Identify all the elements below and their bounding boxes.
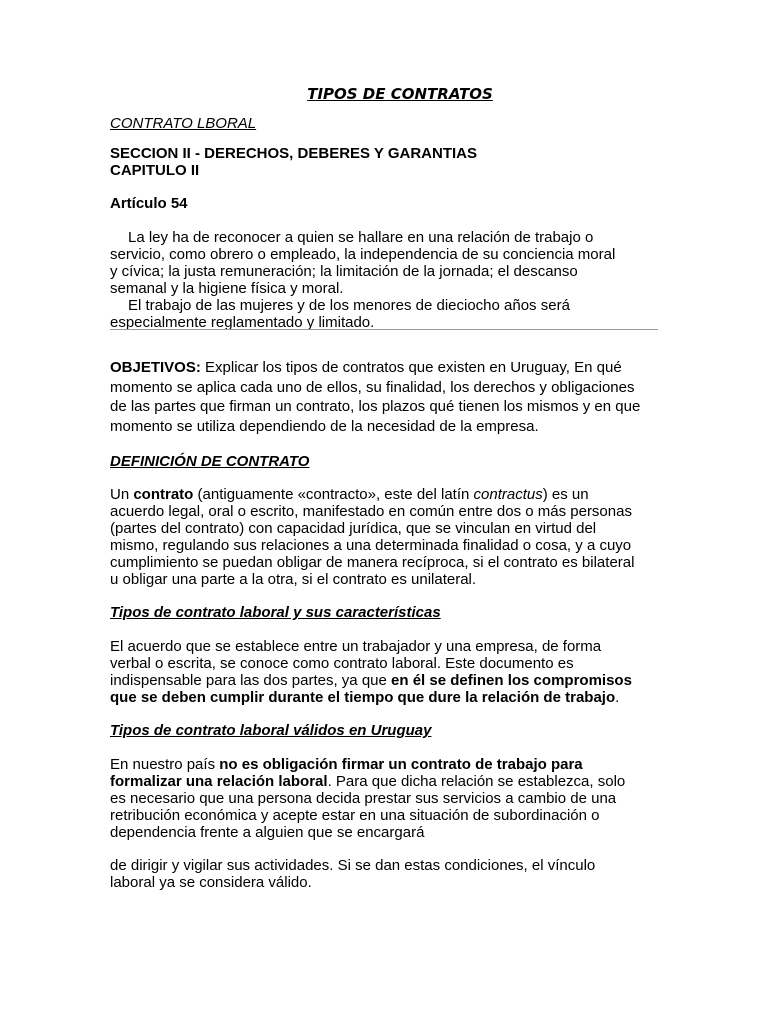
validos-text: . Para que dicha relación se establezca, solo [327, 773, 626, 790]
validos-paragraph [110, 756, 670, 841]
seccion-line-2: CAPITULO II [110, 162, 200, 179]
definicion-text: ) es un [542, 486, 589, 503]
tipos-text: indispensable para las dos partes, ya que [110, 672, 392, 689]
validos-heading: Tipos de contrato laboral válidos en Uruguay [110, 722, 432, 739]
objetivos-line: momento se utiliza dependiendo de la necesidad de la empresa. [110, 418, 539, 436]
tipos-line: verbal o escrita, se conoce como contrato laboral. Este documento es [110, 655, 574, 672]
tipos-line: El acuerdo que se establece entre un trabajador y una empresa, de forma [110, 638, 602, 655]
validos-emphasis: formalizar una relación laboral [110, 773, 328, 790]
definicion-term: contrato [133, 486, 194, 503]
tipos-paragraph [110, 638, 670, 706]
definicion-text: (antiguamente «contracto», este del latín [193, 486, 474, 503]
articulo-text [110, 229, 670, 331]
seccion-heading [110, 145, 670, 179]
definicion-text: Un [110, 486, 134, 503]
seccion-line-1: SECCION II - DERECHOS, DEBERES Y GARANTIAS [110, 145, 478, 162]
document-title: TIPOS DE CONTRATOS [307, 85, 493, 103]
objetivos-text: Explicar los tipos de contratos que existen en Uruguay, En qué [200, 359, 622, 376]
definicion-paragraph [110, 486, 670, 588]
objetivos-label: OBJETIVOS: [110, 359, 201, 376]
validos-line: retribución económica y acepte estar en una situación de subordinación o [110, 807, 600, 824]
section-heading-contrato: CONTRATO LBORAL [110, 115, 257, 132]
articulo-line: La ley ha de reconocer a quien se hallare en una relación de trabajo o [128, 229, 594, 246]
horizontal-divider [110, 329, 658, 330]
tipos-text: . [615, 689, 620, 706]
objetivos-line: de las partes que firman un contrato, los plazos qué tienen los mismos y en que [110, 398, 641, 416]
articulo-line: semanal y la higiene física y moral. [110, 280, 344, 297]
definicion-heading: DEFINICIÓN DE CONTRATO [110, 453, 310, 470]
definicion-line: acuerdo legal, oral o escrito, manifestado en común entre dos o más personas [110, 503, 632, 520]
validos-text: En nuestro país [110, 756, 220, 773]
articulo-heading: Artículo 54 [110, 195, 188, 212]
objetivos-line: momento se aplica cada uno de ellos, su finalidad, los derechos y obligaciones [110, 378, 635, 396]
articulo-line: y cívica; la justa remuneración; la limitación de la jornada; el descanso [110, 263, 578, 280]
final-line: de dirigir y vigilar sus actividades. Si se dan estas condiciones, el vínculo [110, 857, 596, 874]
final-paragraph [110, 857, 670, 891]
tipos-emphasis: que se deben cumplir durante el tiempo que dure la relación de trabajo [110, 689, 616, 706]
validos-emphasis: no es obligación firmar un contrato de trabajo para [219, 756, 583, 773]
validos-line: dependencia frente a alguien que se encargará [110, 824, 425, 841]
definicion-line: u obligar una parte a la otra, si el contrato es unilateral. [110, 571, 477, 588]
articulo-line: servicio, como obrero o empleado, la independencia de su conciencia moral [110, 246, 616, 263]
tipos-heading: Tipos de contrato laboral y sus características [110, 604, 441, 621]
final-line: laboral ya se considera válido. [110, 874, 312, 891]
definicion-line: cumplimiento se puedan obligar de manera recíproca, si el contrato es bilateral [110, 554, 635, 571]
validos-line: es necesario que una persona decida prestar sus servicios a cambio de una [110, 790, 617, 807]
definicion-latin-term: contractus [473, 486, 543, 503]
tipos-emphasis: en él se definen los compromisos [391, 672, 632, 689]
definicion-line: mismo, regulando sus relaciones a una determinada finalidad o cosa, y a cuyo [110, 537, 632, 554]
objetivos-paragraph [110, 358, 670, 437]
articulo-line: especialmente reglamentado y limitado. [110, 314, 375, 331]
articulo-line: El trabajo de las mujeres y de los menores de dieciocho años será [128, 297, 570, 314]
definicion-line: (partes del contrato) con capacidad jurídica, que se vinculan en virtud del [110, 520, 597, 537]
